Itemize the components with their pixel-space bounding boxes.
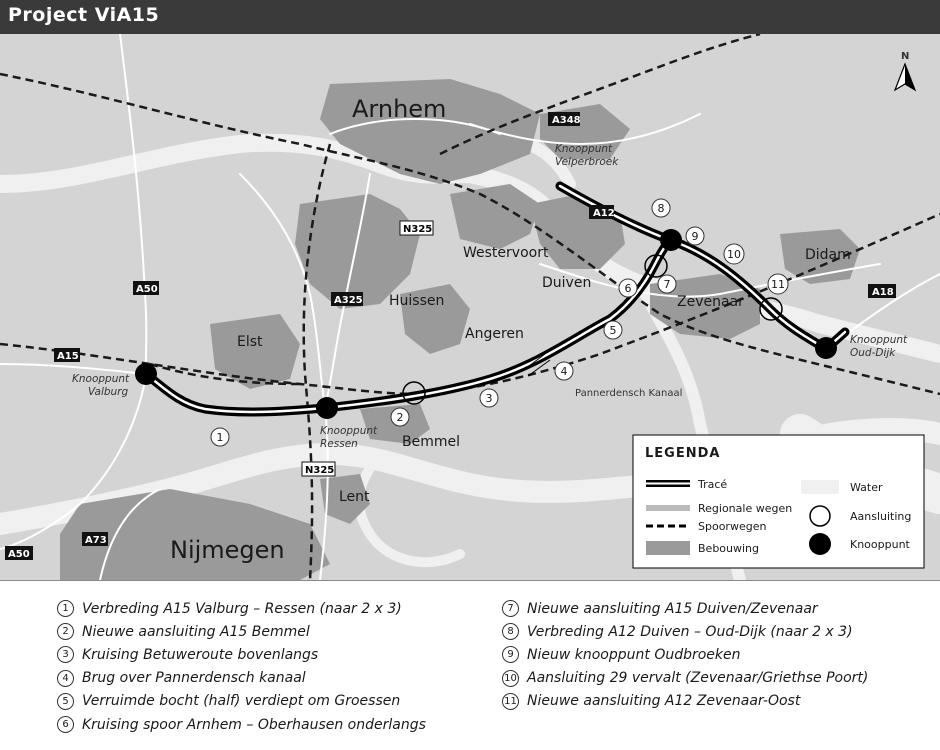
label-lent: Lent	[339, 489, 370, 505]
legend-builtup-swatch	[646, 541, 690, 555]
list-item-text: Nieuwe aansluiting A12 Zevenaar-Oost	[527, 693, 801, 710]
label-ressen-1: Knooppunt	[320, 425, 378, 437]
legend-regional-label: Regionale wegen	[698, 502, 793, 515]
list-item-text: Verruimde bocht (half) verdiept om Groessen	[82, 693, 401, 710]
svg-text:1: 1	[216, 431, 224, 444]
list-item	[57, 690, 426, 713]
tag-a18	[868, 284, 896, 298]
junction-valburg	[135, 363, 157, 385]
label-nijmegen: Nijmegen	[170, 536, 285, 564]
label-elst: Elst	[237, 334, 263, 350]
legend-connection-swatch	[810, 506, 830, 526]
svg-text:6: 6	[624, 282, 632, 295]
svg-text:11: 11	[771, 278, 785, 291]
legend-connection-label: Aansluiting	[850, 510, 912, 523]
legend-junction-label: Knooppunt	[850, 538, 910, 551]
svg-text:10: 10	[727, 248, 741, 261]
legend-trace-label: Tracé	[698, 478, 728, 491]
legend-title: LEGENDA	[645, 446, 721, 461]
label-valburg-1: Knooppunt	[72, 373, 130, 385]
svg-text:7: 7	[663, 278, 671, 291]
marker-2	[391, 408, 409, 426]
svg-text:4: 4	[560, 365, 568, 378]
list-item	[57, 597, 426, 620]
title-bar	[0, 0, 940, 34]
tag-n325-top	[400, 221, 433, 235]
list-item-text: Verbreding A15 Valburg – Ressen (naar 2 x 3)	[82, 600, 402, 617]
svg-text:A12: A12	[593, 208, 615, 219]
svg-text:A50: A50	[136, 284, 158, 295]
list-item-text: Brug over Pannerdensch kanaal	[82, 670, 306, 687]
list-item	[57, 643, 426, 666]
legend-junction-swatch	[809, 533, 831, 555]
legend-water-label: Water	[850, 481, 883, 494]
map-canvas	[0, 34, 940, 580]
project-list-right	[502, 597, 868, 713]
svg-text:A18: A18	[872, 287, 894, 298]
list-item-number: 10	[502, 670, 519, 687]
list-item-number: 11	[502, 693, 519, 710]
list-item	[57, 667, 426, 690]
list-item	[57, 620, 426, 643]
list-item-number: 3	[57, 646, 74, 663]
svg-text:N325: N325	[305, 465, 335, 476]
label-velperbroek-1: Knooppunt	[555, 143, 613, 155]
marker-1	[211, 428, 229, 446]
list-item-number: 1	[57, 600, 74, 617]
list-item-number: 7	[502, 600, 519, 617]
marker-8	[652, 199, 670, 217]
label-zevenaar: Zevenaar	[677, 294, 744, 310]
svg-text:A15: A15	[57, 351, 79, 362]
project-list	[0, 580, 940, 750]
label-bemmel: Bemmel	[402, 434, 460, 450]
list-item-text: Kruising spoor Arnhem – Oberhausen onderlangs	[82, 716, 426, 733]
map	[0, 34, 940, 580]
svg-text:A325: A325	[334, 295, 363, 306]
page-title: Project ViA15	[8, 4, 160, 26]
tag-a50-left	[133, 281, 159, 295]
label-oud-dijk-2: Oud-Dijk	[850, 347, 896, 359]
legend-water-swatch	[801, 480, 839, 494]
svg-text:9: 9	[691, 230, 699, 243]
label-valburg-2: Valburg	[88, 386, 129, 398]
label-pannerdensch-kanaal: Pannerdensch Kanaal	[575, 388, 683, 399]
marker-5	[604, 321, 622, 339]
label-oud-dijk-1: Knooppunt	[850, 334, 908, 346]
legend-builtup-label: Bebouwing	[698, 542, 760, 555]
label-westervoort: Westervoort	[463, 245, 549, 261]
list-item-text: Nieuwe aansluiting A15 Bemmel	[82, 623, 310, 640]
marker-7	[658, 275, 676, 293]
svg-text:A348: A348	[552, 115, 581, 126]
list-item	[502, 597, 868, 620]
list-item	[502, 667, 868, 690]
list-item-number: 2	[57, 623, 74, 640]
list-item-text: Aansluiting 29 vervalt (Zevenaar/Griethse Poort)	[527, 670, 869, 687]
project-list-left	[57, 597, 426, 736]
junction-oudbroeken	[660, 229, 682, 251]
svg-text:3: 3	[485, 392, 493, 405]
label-huissen: Huissen	[389, 293, 445, 309]
list-item-number: 9	[502, 646, 519, 663]
marker-3	[480, 389, 498, 407]
marker-10	[724, 244, 744, 264]
svg-text:8: 8	[657, 202, 665, 215]
tag-a12	[589, 205, 615, 219]
tag-a15	[54, 348, 80, 362]
label-ressen-2: Ressen	[320, 438, 358, 450]
list-item-text: Kruising Betuweroute bovenlangs	[82, 646, 319, 663]
compass-label: N	[901, 51, 910, 62]
junction-ressen	[316, 397, 338, 419]
svg-text:N325: N325	[403, 224, 433, 235]
list-item	[502, 620, 868, 643]
list-item-text: Nieuw knooppunt Oudbroeken	[527, 646, 741, 663]
list-item-number: 8	[502, 623, 519, 640]
list-item-number: 6	[57, 716, 74, 733]
label-velperbroek-2: Velperbroek	[555, 156, 619, 168]
label-duiven: Duiven	[542, 275, 592, 291]
list-item	[57, 713, 426, 736]
list-item-number: 5	[57, 693, 74, 710]
marker-6	[619, 279, 637, 297]
label-angeren: Angeren	[465, 326, 524, 342]
svg-text:5: 5	[609, 324, 617, 337]
list-item-number: 4	[57, 670, 74, 687]
legend	[633, 435, 924, 568]
svg-text:A50: A50	[8, 549, 30, 560]
legend-railway-label: Spoorwegen	[698, 520, 767, 533]
svg-text:A73: A73	[85, 535, 107, 546]
tag-a73	[82, 532, 108, 546]
legend-regional-swatch	[646, 505, 690, 511]
tag-a348	[548, 112, 581, 126]
list-item-text: Nieuwe aansluiting A15 Duiven/Zevenaar	[527, 600, 818, 617]
list-item	[502, 690, 868, 713]
list-item-text: Verbreding A12 Duiven – Oud-Dijk (naar 2 x 3)	[527, 623, 853, 640]
tag-a50-bottom	[5, 546, 33, 560]
list-item	[502, 643, 868, 666]
tag-n325-bottom	[302, 462, 335, 476]
label-didam: Didam	[805, 247, 851, 263]
marker-11	[768, 274, 788, 294]
marker-9	[686, 227, 704, 245]
junction-oud-dijk	[815, 337, 837, 359]
tag-a325	[331, 292, 363, 306]
label-arnhem: Arnhem	[352, 95, 447, 123]
svg-text:2: 2	[396, 411, 404, 424]
marker-4	[555, 362, 573, 380]
